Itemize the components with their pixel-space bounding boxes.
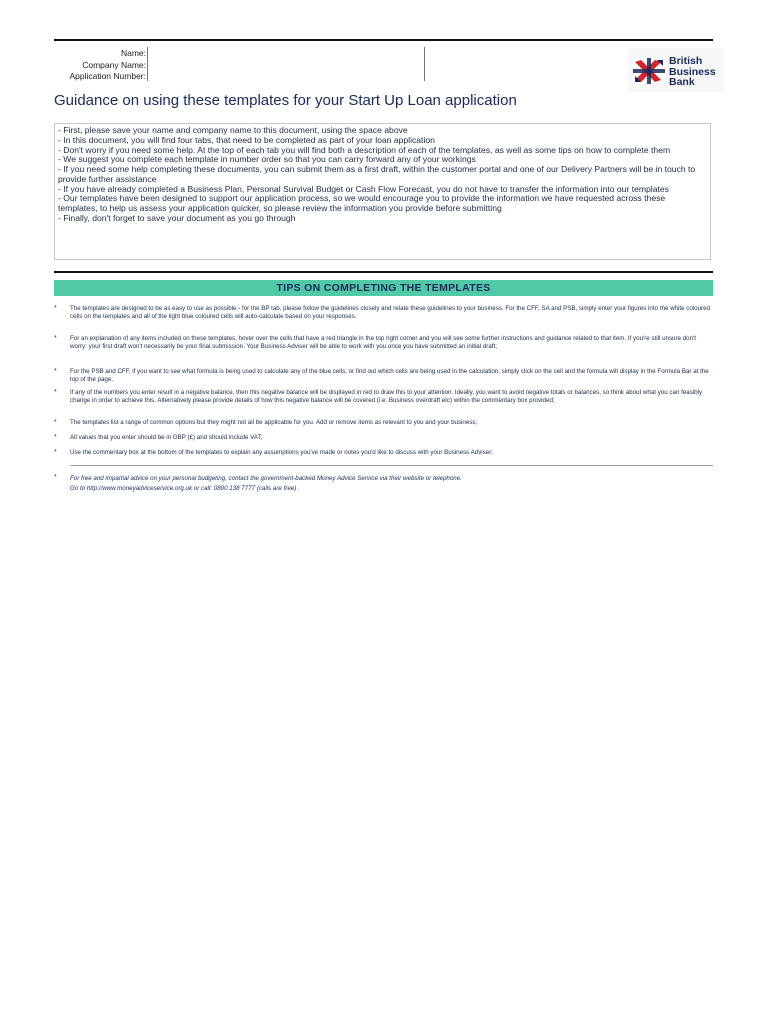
advice-divider	[70, 465, 713, 466]
name-label: Name:	[120, 48, 146, 58]
tip-text: The templates list a range of common options but they might not all be applicable for you. Add or remove items as relevant to you and your business;	[70, 419, 478, 426]
input-area-right-border	[424, 47, 425, 81]
tips-heading: TIPS ON COMPLETING THE TEMPLATES	[54, 280, 713, 296]
advice-line-1: For free and impartial advice on your personal budgeting, contact the government-backed Money Advice Service via their website or telephone.	[70, 475, 462, 482]
logo-line-british: British	[669, 55, 703, 67]
section-divider	[54, 271, 713, 273]
applicant-labels	[54, 48, 146, 83]
tip-bullet: *	[54, 335, 57, 342]
guidance-line: - First, please save your name and company name to this document, using the space above	[58, 125, 408, 135]
page-title: Guidance on using these templates for your Start Up Loan application	[54, 92, 517, 109]
guidance-line: - We suggest you complete each template in number order so that you can carry forward any of your workings	[58, 154, 476, 165]
guidance-line: - If you have already completed a Business Plan, Personal Survival Budget or Cash Flow Forecast, you do not have to transfer the information into our templates	[58, 183, 669, 194]
tip-bullet: *	[54, 368, 57, 375]
guidance-line: - Our templates have been designed to support our application process, so we would encourage you to provide the information we have requested across these templates, to help us assess your application quicker, so please review the information you provide before submitting	[58, 193, 666, 213]
logo-wordmark	[669, 56, 716, 88]
guidance-line: - In this document, you will find four tabs, that need to be completed as part of your loan application	[58, 134, 435, 145]
advice-line-2[interactable]: Go to http://www.moneyadviceservice.org.uk or call: 0800 138 7777 (calls are free) .	[70, 484, 300, 492]
input-area-left-border[interactable]	[147, 47, 148, 81]
logo-line-business: Business	[669, 65, 716, 78]
application-number-label: Application Number:	[69, 71, 146, 81]
tip-text: All values that you enter should be in GBP (£) and should include VAT;	[70, 434, 263, 441]
advice-text	[70, 474, 710, 493]
guidance-line: - If you need some help completing these documents, you can submit them as a first draft, within the customer portal and one of our Delivery Partners will be in touch to provide further assistance	[58, 164, 696, 184]
tip-text: For an explanation of any items included on these templates, hover over the cells that have a red triangle in the top right corner and you will see some further instructions and guidance related to that item. If you're still unsure don't worry: your first draft won't necessarily be your final submission. Your Business Adviser will be able to work with you once you have submitted an initial draft;	[70, 335, 696, 351]
top-rule	[54, 39, 713, 41]
tip-bullet: *	[54, 449, 57, 456]
guidance-text-box[interactable]	[54, 123, 711, 260]
tip-text: If any of the numbers you enter result in a negative balance, then this negative balance will be displayed in red to draw this to your attention. Ideally, you want to avoid negative totals or balances, so think about what you can feasibly change in order to achieve this. Alternatively please provide details of how this negative balance will be covered (i.e. Business overdraft etc) within the commentary box provided;	[70, 389, 703, 405]
logo-line-bank: Bank	[669, 76, 695, 88]
tip-bullet: *	[54, 434, 57, 441]
company-name-label: Company Name:	[82, 59, 146, 70]
tip-text: For the PSB and CFF, if you want to see what formula is being used to calculate any of the blue cells, or find out which cells are being used in the calculation, simply click on the cell and the formula will display in the Formula Bar at the top of the page;	[70, 368, 709, 384]
advice-bullet: *	[54, 474, 57, 481]
tip-text: Use the commentary box at the bottom of the templates to explain any assumptions you've made or notes you'd like to discuss with your Business Adviser;	[70, 449, 493, 456]
guidance-line: - Don't worry if you need some help. At the top of each tab you will find both a description of each of the templates, as well as some tips on how to complete them	[58, 144, 671, 155]
british-business-bank-logo	[628, 48, 724, 92]
tip-text: The templates are designed to be as easy to use as possible - for the BP tab, please follow the guidelines closely and relate these guidelines to your business. For the CFF, SA and PSB, simply enter your figures into the white coloured cells on the templates and all of the light blue coloured cells will auto-calculate based on your responses.	[70, 305, 710, 321]
tip-bullet: *	[54, 305, 57, 312]
tip-bullet: *	[54, 389, 57, 396]
guidance-line: - Finally, don't forget to save your document as you go through	[58, 212, 296, 223]
union-flag-icon	[633, 58, 665, 84]
tip-bullet: *	[54, 419, 57, 426]
